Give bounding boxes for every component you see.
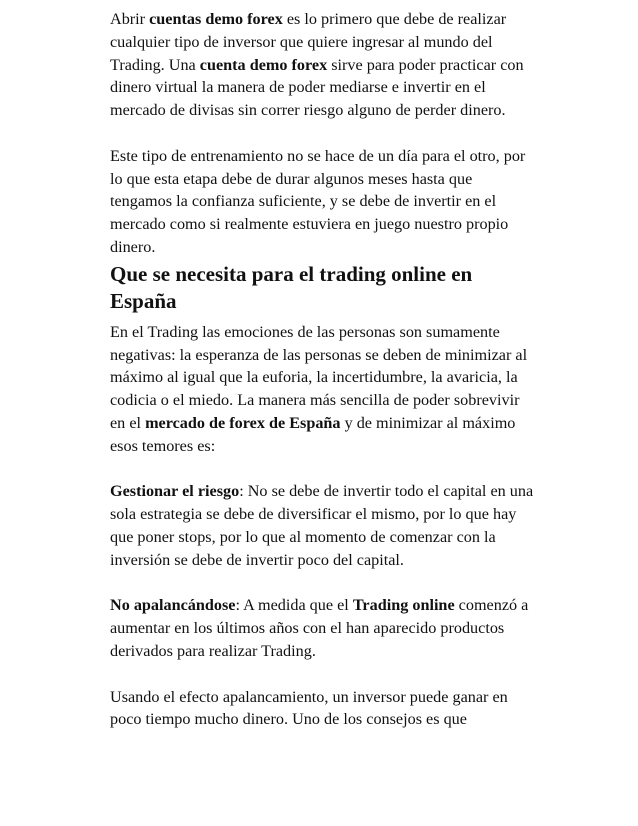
text-run: : A medida que el xyxy=(235,596,353,615)
paragraph-spacer xyxy=(110,572,534,595)
paragraph-spacer xyxy=(110,458,534,481)
paragraph-leverage xyxy=(110,594,534,662)
paragraph-spacer xyxy=(110,663,534,686)
text-run: Abrir xyxy=(110,10,150,28)
bold-text: Trading online xyxy=(352,596,455,615)
text-run: comenzó a aumentar en los últimos años con el han aparecido productos derivados para realizar Trading. xyxy=(110,596,529,660)
bold-text: Gestionar el riesgo xyxy=(110,482,240,501)
paragraph-emotions xyxy=(110,321,534,458)
text-run: En el Trading las emociones de las personas son sumamente negativas: la esperanza de las personas se deben de minimizar al máximo al igual que la euforia, la incertidumbre, la avaricia, la codicia o el miedo. La manera más sencilla de poder sobrevivir en el xyxy=(110,322,528,432)
document-page xyxy=(110,8,534,731)
text-run: : No se debe de invertir todo el capital en una sola estrategia se debe de diversificar el mismo, por lo que hay que poner stops, por lo que al momento de comenzar con la inversión se debe de invertir poco del capital. xyxy=(110,482,534,569)
paragraph-spacer xyxy=(110,122,534,145)
paragraph-intro xyxy=(110,8,534,122)
bold-text: cuenta demo forex xyxy=(199,55,328,74)
paragraph-risk xyxy=(110,480,534,571)
paragraph-effect xyxy=(110,686,534,732)
text-run: Este tipo de entrenamiento no se hace de un día para el otro, por lo que esta etapa debe de durar algunos meses hasta que tengamos la confianza suficiente, y se debe de invertir en el mercado como si realmente estuviera en juego nuestro propio dinero. xyxy=(110,146,526,256)
text-run: y de minimizar al máximo esos temores es: xyxy=(110,413,516,455)
text-run: Usando el efecto apalancamiento, un inversor puede ganar en poco tiempo mucho dinero. Uno de los consejos es que xyxy=(110,687,508,729)
text-run: es lo primero que debe de realizar cualquier tipo de inversor que quiere ingresar al mundo del Trading. Una xyxy=(110,10,507,74)
bold-text: mercado de forex de España xyxy=(145,413,341,432)
bold-text: No apalancándose xyxy=(110,596,236,615)
paragraph-training xyxy=(110,145,534,259)
bold-text: cuentas demo forex xyxy=(149,10,283,28)
text-run: sirve para poder practicar con dinero virtual la manera de poder mediarse e invertir en el mercado de divisas sin correr riesgo alguno de perder dinero. xyxy=(110,55,524,120)
section-heading: Que se necesita para el trading online en España xyxy=(110,261,473,313)
